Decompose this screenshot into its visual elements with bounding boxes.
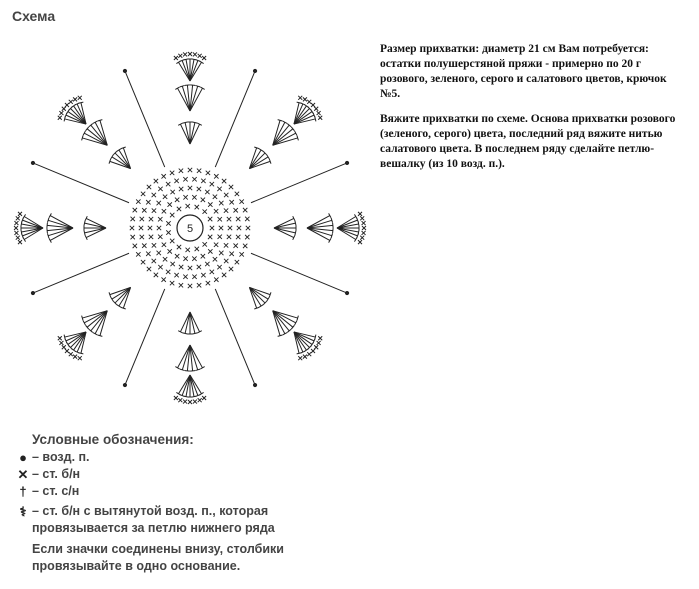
stitch-stem <box>274 228 295 233</box>
stitch-top <box>82 316 83 321</box>
stitch-top <box>331 233 332 238</box>
chain-ray <box>251 253 347 293</box>
stitch-stem <box>274 228 294 238</box>
stitch-stem <box>85 223 106 228</box>
ray-end-mark <box>253 383 256 386</box>
stitch-top <box>315 116 316 121</box>
stitch-top <box>82 136 83 141</box>
stitch-top <box>297 316 298 321</box>
ray-end-mark <box>31 291 34 294</box>
chain-ray <box>125 71 165 167</box>
stitch-top <box>192 122 197 123</box>
stitch-top <box>195 85 200 86</box>
legend <box>14 432 354 575</box>
stitch-top <box>183 333 188 334</box>
half-double-crochet-icon: † <box>19 484 27 499</box>
ray-end-mark <box>123 383 126 386</box>
stitch-top <box>47 218 48 223</box>
stitch-stem <box>274 223 295 228</box>
stitch-top <box>295 230 296 235</box>
instructions <box>380 42 685 182</box>
stitch-stem <box>180 124 190 144</box>
page-title: Схема <box>12 8 56 24</box>
single-crochet-icon: ✕ <box>17 467 29 482</box>
stitch-top <box>295 221 296 226</box>
stitch-top <box>180 369 185 370</box>
legend-item-single-crochet <box>14 466 354 483</box>
stitch-top <box>84 221 85 226</box>
stitch-stem <box>185 312 190 333</box>
legend-title: Условные обозначения: <box>32 432 194 447</box>
stitch-top <box>78 102 83 103</box>
chain-ray <box>33 253 129 293</box>
stitch-top <box>297 136 298 141</box>
instructions-size: Размер прихватки: диаметр 21 см Вам потребуется: остатки полушерстяной пряжи - примерно по 20 г розового, зеленого, серого и салатового цветов, крючок №5. <box>380 43 667 100</box>
stitch-top <box>278 335 283 336</box>
stitch-top <box>64 335 65 340</box>
legend-item-chain <box>14 449 354 466</box>
stitch-top <box>84 230 85 235</box>
stitch-stem <box>190 312 195 333</box>
chain-ray <box>251 163 347 203</box>
stitch-stem <box>86 228 106 238</box>
stitch-top <box>183 122 188 123</box>
ray-end-mark <box>123 69 126 72</box>
crochet-chart <box>0 30 380 430</box>
legend-item-text: – ст. б/н с вытянутой возд. п., которая провязывается за петлю нижнего ряда <box>32 504 275 535</box>
chain-ray <box>215 71 255 167</box>
chain-ray <box>33 163 129 203</box>
stitch-stem <box>86 218 106 228</box>
chain-stitch-icon: ● <box>19 450 27 465</box>
chain-ray <box>125 289 165 385</box>
stitch-top <box>297 353 302 354</box>
stitch-top <box>331 218 332 223</box>
ray-end-mark <box>345 291 348 294</box>
chart-center-number: 5 <box>186 223 194 235</box>
stitch-stem <box>185 123 190 144</box>
stitch-stem <box>190 312 200 332</box>
instructions-steps: Вяжите прихватки по схеме. Основа прихватки розового (зеленого, серого) цвета, последний ряд вяжите нитью салатового цвета. В последнем ряду сделайте петлю-вешалку (из 10 возд. п.). <box>380 113 676 170</box>
stitch-top <box>98 335 103 336</box>
stitch-top <box>98 120 103 121</box>
elongated-single-crochet-icon: ⚕ <box>19 504 27 519</box>
ray-end-mark <box>345 161 348 164</box>
legend-item-half-double <box>14 483 354 500</box>
legend-item-text: – ст. б/н <box>32 467 81 481</box>
stitch-top <box>278 120 283 121</box>
stitch-stem <box>190 123 195 144</box>
stitch-stem <box>190 124 200 144</box>
chain-ray <box>215 289 255 385</box>
stitch-stem <box>85 228 106 233</box>
legend-item-elongated <box>14 503 354 537</box>
legend-item-text: – возд. п. <box>32 450 90 464</box>
stitch-stem <box>274 218 294 228</box>
stitch-top <box>195 369 200 370</box>
legend-note: Если значки соединены внизу, столбики провязывайте в одно основание. <box>32 542 284 573</box>
stitch-top <box>47 233 48 238</box>
ray-end-mark <box>253 69 256 72</box>
stitch-stem <box>180 312 190 332</box>
stitch-top <box>180 85 185 86</box>
stitch-top <box>192 333 197 334</box>
legend-item-text: – ст. с/н <box>32 484 80 498</box>
ray-end-mark <box>31 161 34 164</box>
